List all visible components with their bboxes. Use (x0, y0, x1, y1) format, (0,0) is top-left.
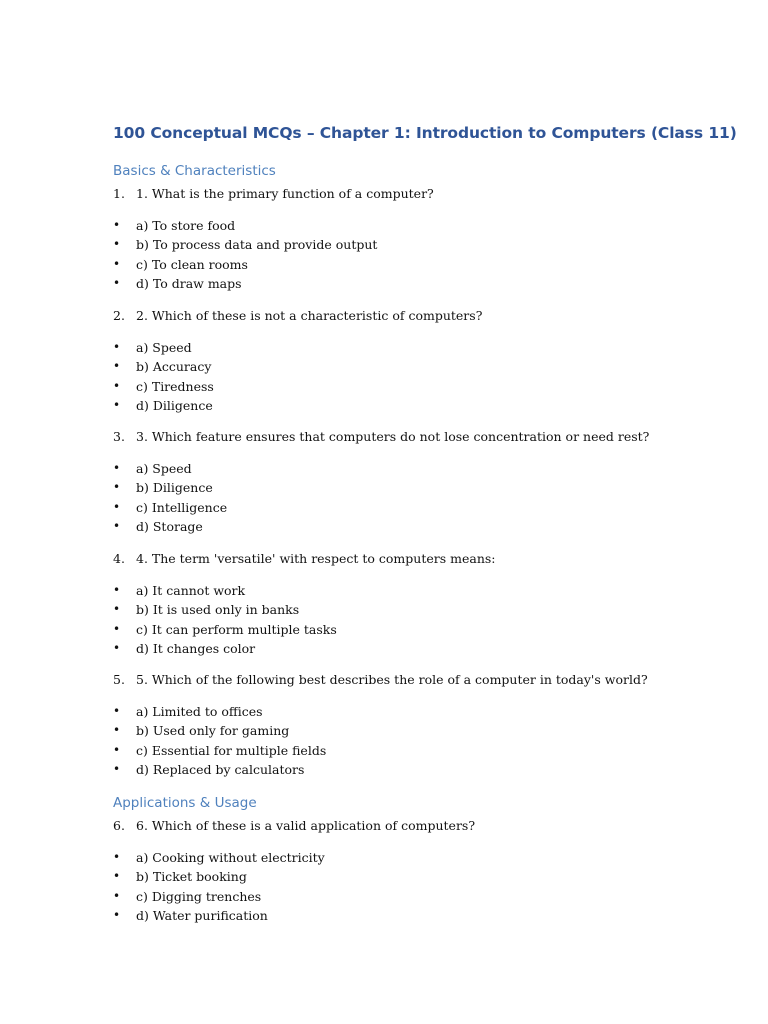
option-item: • b) Accuracy (113, 357, 214, 376)
bullet-icon: • (113, 480, 121, 495)
option-list-q5 (113, 702, 326, 779)
option-list-q2 (113, 338, 214, 415)
bullet-icon: • (113, 461, 121, 475)
option-item: • d) It changes color (113, 639, 337, 658)
bullet-icon: • (113, 583, 121, 597)
option-item: • d) Diligence (113, 396, 214, 415)
option-item: • c) Tiredness (113, 377, 214, 396)
bullet-icon: • (113, 640, 121, 655)
bullet-icon: • (113, 602, 121, 617)
option-item: • c) Essential for multiple fields (113, 741, 326, 760)
option-item: • b) Diligence (113, 478, 227, 497)
option-item: • a) Cooking without electricity (113, 848, 325, 867)
option-item: • c) Intelligence (113, 498, 227, 517)
question-number: 2. (113, 308, 125, 323)
question-5 (113, 672, 648, 687)
option-item: • a) It cannot work (113, 581, 337, 600)
question-number: 1. (113, 186, 125, 201)
question-1 (113, 186, 434, 201)
bullet-icon: • (113, 275, 121, 290)
option-item: • a) To store food (113, 216, 377, 235)
section-heading-applications: Applications & Usage (113, 795, 257, 811)
question-4 (113, 551, 496, 566)
option-item: • c) Digging trenches (113, 887, 325, 906)
bullet-icon: • (113, 704, 121, 718)
option-item: • a) Speed (113, 459, 227, 478)
option-item: • c) To clean rooms (113, 255, 377, 274)
bullet-icon: • (113, 397, 121, 412)
bullet-icon: • (113, 218, 121, 232)
question-number: 3. (113, 429, 125, 444)
bullet-icon: • (113, 518, 121, 533)
bullet-icon: • (113, 340, 121, 354)
question-text: 6. Which of these is a valid application of computers? (136, 818, 476, 833)
question-6 (113, 818, 475, 833)
bullet-icon: • (113, 237, 121, 252)
question-text: 3. Which feature ensures that computers do not lose concentration or need rest? (136, 429, 650, 444)
question-text: 5. Which of the following best describes the role of a computer in today's world? (136, 672, 648, 687)
bullet-icon: • (113, 723, 121, 738)
question-2 (113, 308, 482, 323)
option-item: • c) It can perform multiple tasks (113, 620, 337, 639)
option-item: • d) Replaced by calculators (113, 760, 326, 779)
question-number: 6. (113, 818, 125, 833)
option-item: • d) Water purification (113, 906, 325, 925)
bullet-icon: • (113, 359, 121, 374)
option-list-q4 (113, 581, 337, 658)
bullet-icon: • (113, 378, 121, 393)
option-list-q1 (113, 216, 377, 293)
option-item: • b) Ticket booking (113, 867, 325, 886)
option-item: • b) It is used only in banks (113, 600, 337, 619)
question-3 (113, 429, 649, 444)
section-heading-basics: Basics & Characteristics (113, 163, 276, 179)
question-number: 5. (113, 672, 125, 687)
bullet-icon: • (113, 907, 121, 922)
option-item: • d) To draw maps (113, 274, 377, 293)
option-list-q6 (113, 848, 325, 925)
bullet-icon: • (113, 888, 121, 903)
document-title: 100 Conceptual MCQs – Chapter 1: Introduction to Computers (Class 11) (113, 124, 737, 142)
option-list-q3 (113, 459, 227, 536)
option-item: • a) Speed (113, 338, 214, 357)
bullet-icon: • (113, 742, 121, 757)
bullet-icon: • (113, 869, 121, 884)
bullet-icon: • (113, 761, 121, 776)
question-number: 4. (113, 551, 125, 566)
bullet-icon: • (113, 256, 121, 271)
question-text: 1. What is the primary function of a computer? (136, 186, 434, 201)
bullet-icon: • (113, 499, 121, 514)
bullet-icon: • (113, 621, 121, 636)
bullet-icon: • (113, 850, 121, 864)
question-text: 4. The term 'versatile' with respect to computers means: (136, 551, 496, 566)
option-item: • b) Used only for gaming (113, 721, 326, 740)
option-item: • b) To process data and provide output (113, 235, 377, 254)
option-item: • a) Limited to offices (113, 702, 326, 721)
option-item: • d) Storage (113, 517, 227, 536)
question-text: 2. Which of these is not a characteristic of computers? (136, 308, 483, 323)
